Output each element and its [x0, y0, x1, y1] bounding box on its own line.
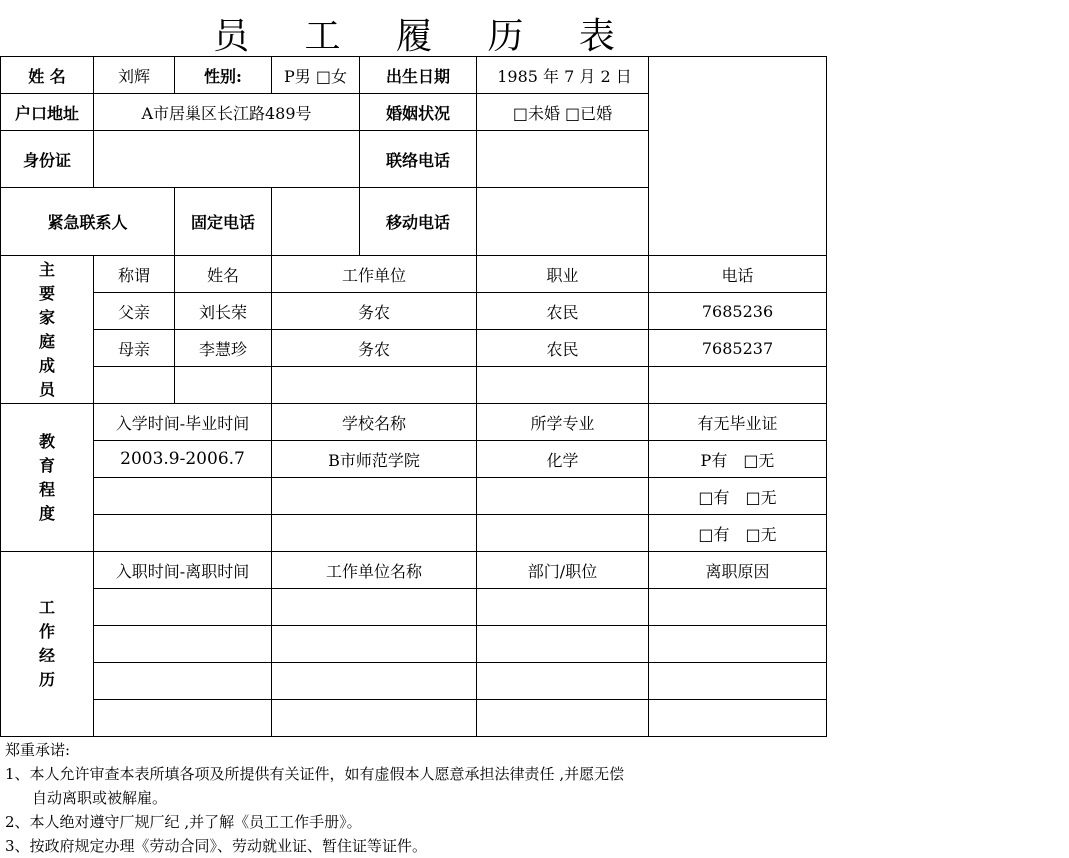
work-reason-cell[interactable]	[649, 626, 827, 663]
photo-box	[649, 57, 827, 256]
table-row	[1, 478, 827, 515]
pledge-line-1: 1、本人允许审查本表所填各项及所提供有关证件，如有虚假本人愿意承担法律责任 ,并愿无偿	[5, 765, 625, 783]
family-relation-cell[interactable]	[94, 367, 175, 404]
family-header-employer: 工作单位	[272, 256, 477, 293]
family-name-cell[interactable]	[175, 367, 272, 404]
family-relation-cell[interactable]: 父亲	[94, 293, 175, 330]
work-employer-cell[interactable]	[272, 589, 477, 626]
work-header-employer: 工作单位名称	[272, 552, 477, 589]
family-phone-cell[interactable]	[649, 367, 827, 404]
family-employer-cell[interactable]: 务农	[272, 293, 477, 330]
birth-date-field[interactable]: 1985 年 7 月 2 日	[477, 57, 649, 94]
work-period-cell[interactable]	[94, 589, 272, 626]
education-major-cell[interactable]: 化学	[477, 441, 649, 478]
marital-status-label: 婚姻状况	[360, 94, 477, 131]
mobile-phone-field[interactable]	[477, 188, 649, 256]
family-phone-cell[interactable]: 7685237	[649, 330, 827, 367]
education-period-cell[interactable]	[94, 478, 272, 515]
diploma-checkbox[interactable]: P有 □无	[649, 441, 827, 478]
contact-phone-field[interactable]	[477, 131, 649, 188]
work-period-cell[interactable]	[94, 663, 272, 700]
address-label: 户口地址	[1, 94, 94, 131]
education-header-school: 学校名称	[272, 404, 477, 441]
table-row	[1, 700, 827, 737]
family-occupation-cell[interactable]	[477, 367, 649, 404]
pledge-heading: 郑重承诺:	[5, 741, 71, 759]
work-reason-cell[interactable]	[649, 663, 827, 700]
family-header-name: 姓名	[175, 256, 272, 293]
family-employer-cell[interactable]: 务农	[272, 330, 477, 367]
table-row	[1, 589, 827, 626]
family-name-cell[interactable]: 李慧珍	[175, 330, 272, 367]
pledge-line-2: 2、本人绝对遵守厂规厂纪 ,并了解《员工工作手册》。	[5, 813, 362, 831]
fixed-phone-label: 固定电话	[175, 188, 272, 256]
work-period-cell[interactable]	[94, 626, 272, 663]
family-occupation-cell[interactable]: 农民	[477, 293, 649, 330]
work-reason-cell[interactable]	[649, 589, 827, 626]
work-reason-cell[interactable]	[649, 700, 827, 737]
work-position-cell[interactable]	[477, 700, 649, 737]
family-occupation-cell[interactable]: 农民	[477, 330, 649, 367]
education-header-period: 入学时间-毕业时间	[94, 404, 272, 441]
table-row	[1, 626, 827, 663]
pledge-section	[5, 738, 624, 858]
marital-status-checkbox[interactable]: □未婚 □已婚	[477, 94, 649, 131]
family-name-cell[interactable]: 刘长荣	[175, 293, 272, 330]
fixed-phone-field[interactable]	[272, 188, 360, 256]
birth-date-label: 出生日期	[360, 57, 477, 94]
table-row	[1, 663, 827, 700]
page-title: 员 工 履 历 表	[213, 16, 637, 57]
resume-form	[0, 56, 827, 737]
work-employer-cell[interactable]	[272, 700, 477, 737]
education-header-diploma: 有无毕业证	[649, 404, 827, 441]
education-period-cell[interactable]: 2003.9-2006.7	[94, 441, 272, 478]
table-row	[1, 330, 827, 367]
work-position-cell[interactable]	[477, 663, 649, 700]
table-row	[1, 367, 827, 404]
education-school-cell[interactable]	[272, 515, 477, 552]
diploma-checkbox[interactable]: □有 □无	[649, 515, 827, 552]
emergency-contact-label: 紧急联系人	[1, 188, 175, 256]
family-header-occupation: 职业	[477, 256, 649, 293]
education-school-cell[interactable]	[272, 478, 477, 515]
work-position-cell[interactable]	[477, 626, 649, 663]
id-card-label: 身份证	[1, 131, 94, 188]
education-header-major: 所学专业	[477, 404, 649, 441]
gender-label: 性别:	[175, 57, 272, 94]
work-header-reason: 离职原因	[649, 552, 827, 589]
id-card-field[interactable]	[94, 131, 360, 188]
name-label: 姓 名	[1, 57, 94, 94]
family-section-label: 主 要 家 庭 成 员	[1, 256, 94, 404]
work-employer-cell[interactable]	[272, 626, 477, 663]
work-section-label: 工 作 经 历	[1, 552, 94, 737]
family-header-relation: 称谓	[94, 256, 175, 293]
work-position-cell[interactable]	[477, 589, 649, 626]
mobile-phone-label: 移动电话	[360, 188, 477, 256]
family-header-phone: 电话	[649, 256, 827, 293]
family-employer-cell[interactable]	[272, 367, 477, 404]
education-major-cell[interactable]	[477, 478, 649, 515]
table-row	[1, 515, 827, 552]
work-period-cell[interactable]	[94, 700, 272, 737]
diploma-checkbox[interactable]: □有 □无	[649, 478, 827, 515]
gender-checkbox[interactable]: P男 □女	[272, 57, 360, 94]
table-row	[1, 293, 827, 330]
work-header-position: 部门/职位	[477, 552, 649, 589]
name-field[interactable]: 刘辉	[94, 57, 175, 94]
work-header-period: 入职时间-离职时间	[94, 552, 272, 589]
education-school-cell[interactable]: B市师范学院	[272, 441, 477, 478]
education-section-label: 教 育 程 度	[1, 404, 94, 552]
family-relation-cell[interactable]: 母亲	[94, 330, 175, 367]
family-phone-cell[interactable]: 7685236	[649, 293, 827, 330]
address-field[interactable]: A市居巢区长江路489号	[94, 94, 360, 131]
work-employer-cell[interactable]	[272, 663, 477, 700]
table-row	[1, 441, 827, 478]
education-major-cell[interactable]	[477, 515, 649, 552]
contact-phone-label: 联络电话	[360, 131, 477, 188]
pledge-line-3: 3、按政府规定办理《劳动合同》、劳动就业证、暂住证等证件。	[5, 837, 428, 855]
pledge-line-1-continued: 自动离职或被解雇。	[32, 789, 168, 807]
education-period-cell[interactable]	[94, 515, 272, 552]
